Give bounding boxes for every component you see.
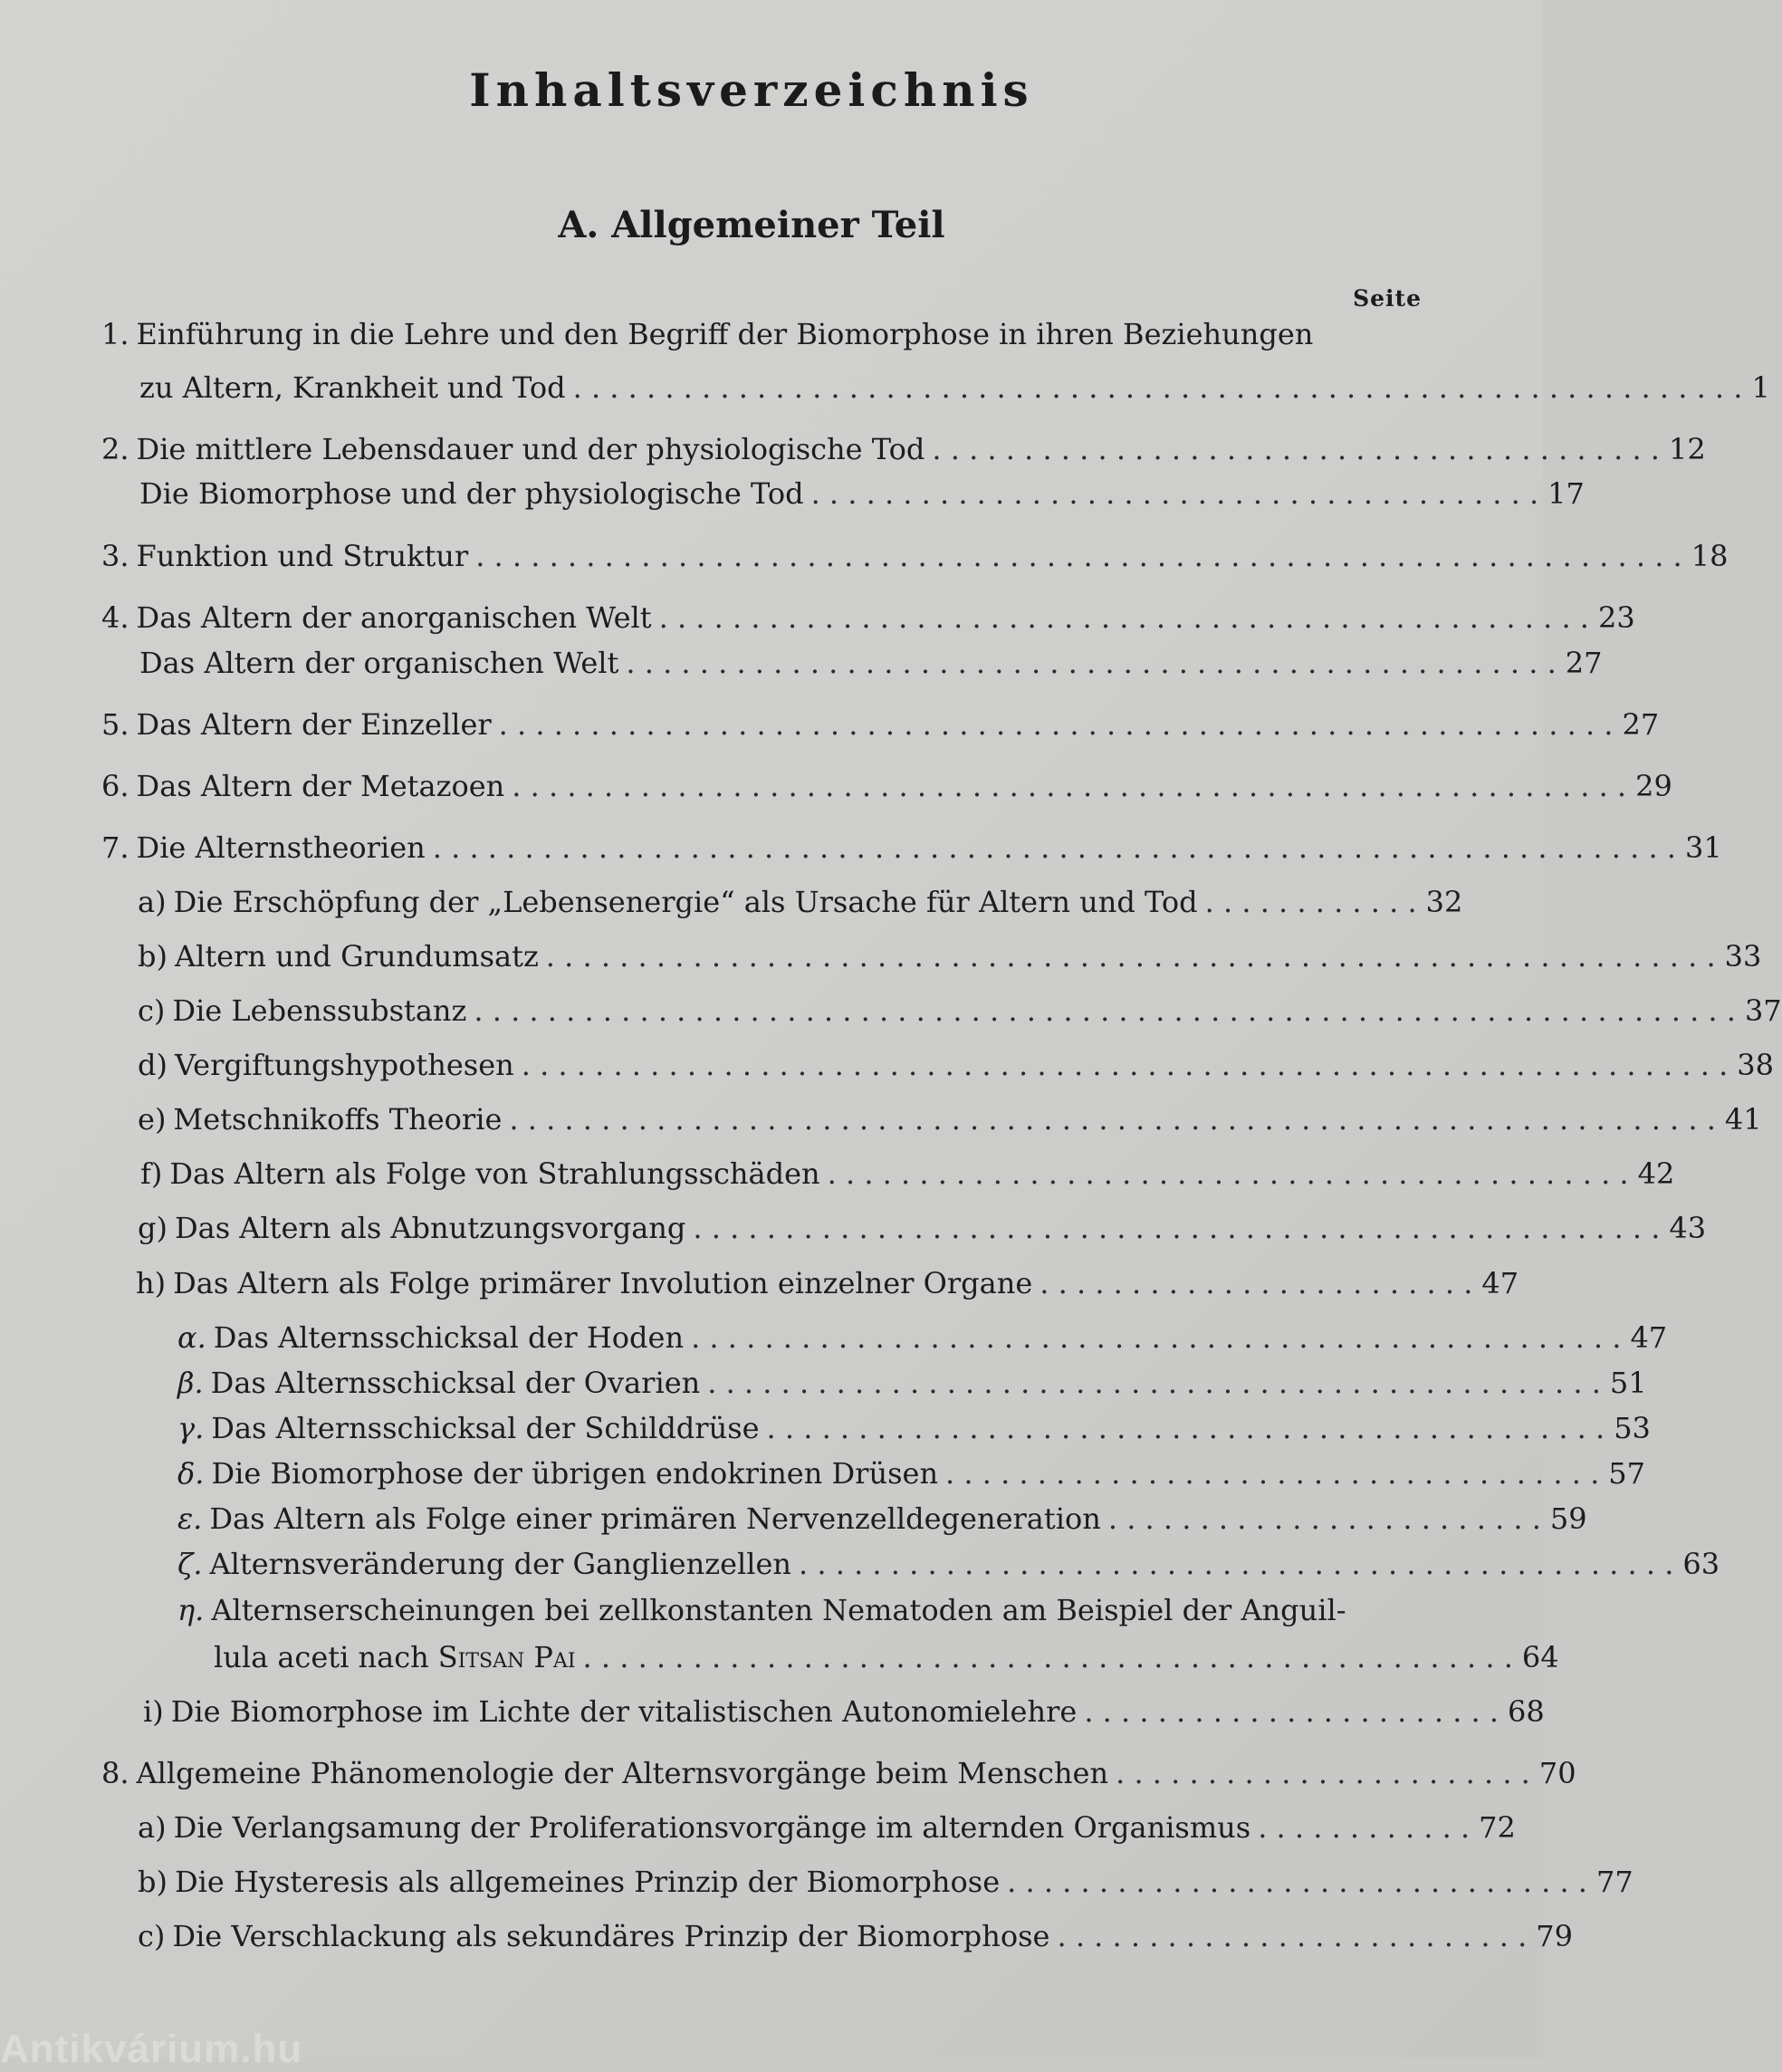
- leader-dots: . . . . . . . . . . . . . . . . . . . . . . . . . . . . . . . .: [1007, 1865, 1587, 1899]
- page-number: 70: [1538, 1756, 1576, 1790]
- entry-title: Das Altern als Folge von Strahlungsschäden: [169, 1156, 820, 1191]
- entry-number: c): [138, 1919, 166, 1953]
- entry-number: 2.: [101, 432, 129, 466]
- leader-dots: . . . . . . . . . . . .: [1258, 1810, 1471, 1845]
- toc-entry: [140, 1155, 1675, 1193]
- entry-number: ζ.: [177, 1547, 203, 1581]
- entry-title: Einführung in die Lehre und den Begriff der Biomorphose in ihren Beziehungen: [136, 317, 1314, 351]
- toc-entry: [101, 315, 1345, 353]
- toc-entry: [101, 430, 1706, 468]
- entry-number: i): [143, 1694, 164, 1729]
- entry-title: Alternserscheinungen bei zellkonstanten Nematoden am Beispiel der Anguil-: [211, 1593, 1346, 1627]
- entry-number: ε.: [177, 1501, 203, 1536]
- page-column-label: Seite: [1353, 285, 1422, 312]
- leader-dots: . . . . . . . . . . . . . . . . . . . . . . . .: [1040, 1266, 1473, 1300]
- page-number: 17: [1547, 476, 1585, 511]
- page-number: 37: [1744, 993, 1782, 1028]
- toc-entry: [138, 1863, 1634, 1901]
- entry-number: 7.: [101, 830, 129, 865]
- entry-title: Die Verschlackung als sekundäres Prinzip der Biomorphose: [172, 1919, 1050, 1953]
- toc-entry: [101, 705, 1660, 743]
- leader-dots: . . . . . . . . . . . . . . . . . . . . . . . . . . . . . . . . . . . . . . . . . . . . . . . . . . . . . . . . . . . . . . . .: [572, 370, 1743, 405]
- toc-entry: [139, 369, 1770, 407]
- entry-title: Die Biomorphose und der physiologische Tod: [139, 476, 804, 511]
- toc-entry: [139, 475, 1585, 513]
- leader-dots: . . . . . . . . . . . . . . . . . . . . . . . . . . . . . . . . . . . . . . . . . . . . . . . . . . . . . . . . . . . . . . . . . .: [475, 539, 1682, 573]
- toc-entry: [138, 1808, 1516, 1847]
- page-number: 64: [1521, 1640, 1559, 1674]
- toc-entry: [101, 1754, 1576, 1792]
- entry-number: b): [138, 939, 168, 974]
- entry-number: γ.: [177, 1411, 205, 1445]
- leader-dots: . . . . . . . . . . . . . . . . . . . . . . . . . . . . . . . . . . . . . . . . . . . . . . . . . . . . . . . . . . . . . . . . . .: [509, 1102, 1716, 1137]
- leader-dots: . . . . . . . . . . . . . . . . . . . . . . . . . . . . . . . . . . . . . . . . . . . . . . . . . . .: [582, 1640, 1513, 1674]
- toc-entry: [143, 1693, 1545, 1731]
- entry-title: Die Biomorphose der übrigen endokrinen Drüsen: [211, 1456, 939, 1491]
- entry-title: lula aceti nach: [214, 1640, 429, 1674]
- toc-entry: [138, 1100, 1762, 1138]
- leader-dots: . . . . . . . . . . . . . . . . . . . . . . .: [1084, 1694, 1499, 1729]
- toc-entry: [101, 537, 1729, 575]
- entry-title: Die Biomorphose im Lichte der vitalistischen Autonomielehre: [170, 1694, 1078, 1729]
- entry-number: η.: [177, 1593, 205, 1627]
- entry-number: f): [140, 1156, 163, 1191]
- page-number: 27: [1565, 646, 1603, 680]
- leader-dots: . . . . . . . . . . . . . . . . . . . . . . . . . . . . . . . . . . . . . . . . . . . . . . . . . . . . . . . . . . . . . . . . . . . .: [432, 830, 1676, 865]
- entry-number: h): [136, 1266, 167, 1300]
- entry-number: β.: [177, 1366, 204, 1400]
- entry-title: Das Alternsschicksal der Ovarien: [210, 1366, 701, 1400]
- page-number: 33: [1724, 939, 1762, 974]
- entry-number: a): [138, 885, 167, 919]
- page-number: 72: [1479, 1810, 1516, 1845]
- watermark: Antikvárium.hu: [0, 2027, 303, 2071]
- entry-number: 3.: [101, 539, 129, 573]
- entry-title: Das Alternsschicksal der Schilddrüse: [211, 1411, 760, 1445]
- page-number: 53: [1614, 1411, 1651, 1445]
- page-number: 1: [1751, 370, 1770, 405]
- page-number: 47: [1630, 1320, 1668, 1355]
- leader-dots: . . . . . . . . . . . . . . . . . . . . . . . . . . . . . . . . . . . . . . . . . . . . . . . . . . . . . . . . . . . . . . . . . .: [521, 1048, 1729, 1082]
- entry-title: Die Erschöpfung der „Lebensenergie“ als Ursache für Altern und Tod: [173, 885, 1198, 919]
- author-name: Sitsan Pai: [437, 1640, 576, 1674]
- entry-number: 4.: [101, 600, 129, 635]
- toc-entry: [177, 1454, 1645, 1492]
- page-number: 12: [1668, 432, 1706, 466]
- toc-entry: [138, 1046, 1774, 1084]
- toc-entry: [138, 937, 1762, 975]
- leader-dots: . . . . . . . . . . . . . . . . . . . . . . . . . . . . . . . . . . . . . . . . . . . . . .: [766, 1411, 1605, 1445]
- page-number: 31: [1684, 830, 1722, 865]
- toc-entry: [177, 1591, 1355, 1629]
- entry-title: Die mittlere Lebensdauer und der physiologische Tod: [136, 432, 925, 466]
- entry-title: Die Alternstheorien: [136, 830, 426, 865]
- entry-title: Das Altern als Folge primärer Involution einzelner Organe: [173, 1266, 1033, 1300]
- entry-title: Alternsveränderung der Ganglienzellen: [209, 1547, 792, 1581]
- toc-entry: [138, 992, 1782, 1030]
- toc-entry: [138, 1917, 1573, 1955]
- entry-title: Die Hysteresis als allgemeines Prinzip der Biomorphose: [174, 1865, 1001, 1899]
- page-number: 57: [1608, 1456, 1645, 1491]
- leader-dots: . . . . . . . . . . . . . . . . . . . . . . . . . . . . . . . . . . . . . . . . . . . .: [827, 1156, 1629, 1191]
- part-heading: A. Allgemeiner Teil: [558, 204, 945, 246]
- page-number: 51: [1609, 1366, 1647, 1400]
- page-number: 32: [1425, 885, 1463, 919]
- page-number: 47: [1481, 1266, 1519, 1300]
- toc-entry: [177, 1500, 1587, 1538]
- leader-dots: . . . . . . . . . . . . . . . . . . . . . . . . . . . . . . . . . . . . . . . . . . . . . . . . . . . . . . . . . . . . .: [512, 769, 1627, 803]
- leader-dots: . . . . . . . . . . . . . . . . . . . . . . .: [1116, 1756, 1530, 1790]
- entry-number: e): [138, 1102, 167, 1137]
- toc-entry: [177, 1364, 1647, 1402]
- entry-title: Die Lebenssubstanz: [172, 993, 467, 1028]
- leader-dots: . . . . . . . . . . . . . . . . . . . . . . . . . . . . . . . . . . . . . . . .: [932, 432, 1660, 466]
- page-number: 43: [1669, 1211, 1707, 1245]
- entry-title: Das Altern als Folge einer primären Nervenzelldegeneration: [209, 1501, 1101, 1536]
- toc-entry: [138, 1209, 1707, 1247]
- entry-number: b): [138, 1865, 168, 1899]
- entry-title: Die Verlangsamung der Proliferationsvorgänge im alternden Organismus: [173, 1810, 1251, 1845]
- page-number: 27: [1622, 707, 1660, 742]
- leader-dots: . . . . . . . . . . . . . . . . . . . . . . . . . . . . . . . . . . . . . . . .: [810, 476, 1539, 511]
- leader-dots: . . . . . . . . . . . . . . . . . . . . . . . . . . . . . . . . . . . . . . . . . . . . . . . .: [799, 1547, 1674, 1581]
- entry-number: 8.: [101, 1756, 129, 1790]
- page-number: 79: [1536, 1919, 1573, 1953]
- entry-number: g): [138, 1211, 168, 1245]
- page-title: Inhaltsverzeichnis: [469, 63, 1034, 117]
- toc-entry: [214, 1638, 1559, 1676]
- entry-title: Das Altern als Abnutzungsvorgang: [174, 1211, 686, 1245]
- entry-number: a): [138, 1810, 167, 1845]
- toc-entry: [136, 1264, 1519, 1302]
- leader-dots: . . . . . . . . . . . . . . . . . . . . . . . . . .: [1057, 1919, 1528, 1953]
- entry-title: Das Alternsschicksal der Hoden: [213, 1320, 685, 1355]
- page-number: 18: [1691, 539, 1729, 573]
- toc-entry: [177, 1319, 1668, 1357]
- toc-entry: [139, 644, 1603, 682]
- page-number: 41: [1724, 1102, 1762, 1137]
- page-number: 63: [1682, 1547, 1720, 1581]
- leader-dots: . . . . . . . . . . . . . . . . . . . . . . . . . . . . . . . . . . . . . . . . . . . . . . . . . . .: [626, 646, 1557, 680]
- entry-title: Altern und Grundumsatz: [174, 939, 539, 974]
- leader-dots: . . . . . . . . . . . . . . . . . . . . . . . . . . . . . . . . . . . . . . . . . . . . . . . . .: [707, 1366, 1601, 1400]
- entry-title: Metschnikoffs Theorie: [173, 1102, 503, 1137]
- entry-number: 6.: [101, 769, 129, 803]
- entry-number: c): [138, 993, 166, 1028]
- leader-dots: . . . . . . . . . . . . . . . . . . . . . . . . . . . . . . . . . . . . . . . . . . . . . . . . . . . . . . . . . . . . . . . . . . . . .: [474, 993, 1736, 1028]
- page-number: 77: [1595, 1865, 1634, 1899]
- entry-number: δ.: [177, 1456, 205, 1491]
- leader-dots: . . . . . . . . . . . . . . . . . . . . . . . . . . . . . . . . . . . . . . . . . . . . . . . . . . . . .: [693, 1211, 1661, 1245]
- entry-title: Das Altern der Metazoen: [136, 769, 505, 803]
- page-number: 59: [1549, 1501, 1587, 1536]
- page-number: 68: [1508, 1694, 1545, 1729]
- page-number: 29: [1635, 769, 1672, 803]
- entry-title: Vergiftungshypothesen: [174, 1048, 514, 1082]
- page-number: 38: [1737, 1048, 1774, 1082]
- entry-number: 5.: [101, 707, 129, 742]
- entry-title: Das Altern der anorganischen Welt: [136, 600, 652, 635]
- entry-title: Das Altern der organischen Welt: [139, 646, 619, 680]
- toc-entry: [177, 1409, 1651, 1447]
- entry-title: Funktion und Struktur: [136, 539, 469, 573]
- toc-entry: [177, 1545, 1720, 1583]
- page-number: 23: [1597, 600, 1635, 635]
- entry-number: d): [138, 1048, 168, 1082]
- leader-dots: . . . . . . . . . . . . . . . . . . . . . . . . . . . . . . . . . . . . . . . . . . . . . . . . . . . . . . . . . . . . .: [498, 707, 1614, 742]
- toc-entry: [101, 599, 1635, 637]
- leader-dots: . . . . . . . . . . . . . . . . . . . . . . . .: [1107, 1501, 1541, 1536]
- toc-entry: [101, 829, 1722, 867]
- leader-dots: . . . . . . . . . . . . . . . . . . . . . . . . . . . . . . . . . . . .: [945, 1456, 1600, 1491]
- toc-entry: [101, 767, 1672, 805]
- page-number: 42: [1637, 1156, 1675, 1191]
- entry-title: Das Altern der Einzeller: [136, 707, 492, 742]
- leader-dots: . . . . . . . . . . . .: [1204, 885, 1417, 919]
- toc-entry: [138, 883, 1463, 921]
- leader-dots: . . . . . . . . . . . . . . . . . . . . . . . . . . . . . . . . . . . . . . . . . . . . . . . . . . . . . . . . . . . . . . . .: [545, 939, 1716, 974]
- leader-dots: . . . . . . . . . . . . . . . . . . . . . . . . . . . . . . . . . . . . . . . . . . . . . . . . . . .: [658, 600, 1589, 635]
- entry-number: α.: [177, 1320, 206, 1355]
- entry-number: 1.: [101, 317, 129, 351]
- leader-dots: . . . . . . . . . . . . . . . . . . . . . . . . . . . . . . . . . . . . . . . . . . . . . . . . . . .: [691, 1320, 1622, 1355]
- entry-title: Allgemeine Phänomenologie der Alternsvorgänge beim Menschen: [136, 1756, 1109, 1790]
- entry-title: zu Altern, Krankheit und Tod: [139, 370, 566, 405]
